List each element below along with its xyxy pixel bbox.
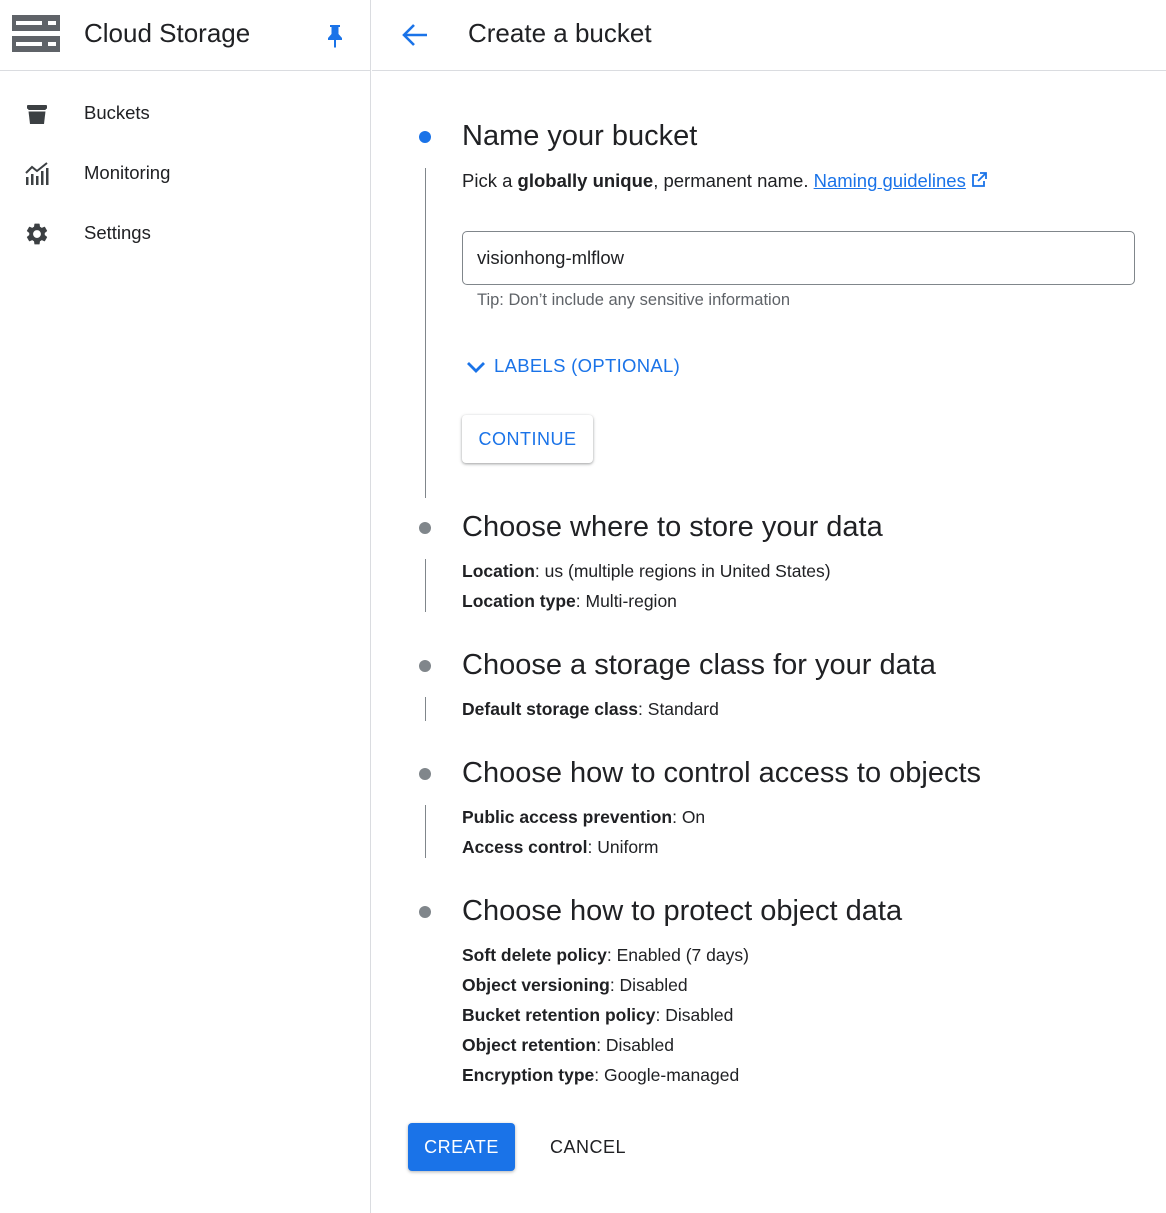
detail-default-storage-class	[462, 699, 719, 720]
detail-value: : On	[672, 807, 706, 827]
detail-value: : Disabled	[596, 1035, 675, 1055]
sidebar-item-buckets[interactable]	[0, 85, 370, 141]
detail-value: : Standard	[638, 699, 719, 719]
detail-object-retention	[462, 1035, 674, 1056]
step-title-data-protection[interactable]: Choose how to protect object data	[462, 895, 903, 927]
step-indicator	[419, 906, 431, 918]
detail-value: : Uniform	[587, 837, 659, 857]
sidebar-item-monitoring[interactable]	[0, 145, 370, 201]
open-in-new-icon[interactable]	[970, 171, 988, 189]
product-title: Cloud Storage	[84, 18, 251, 48]
detail-soft-delete-policy	[462, 945, 749, 966]
detail-value: : Google-managed	[594, 1065, 740, 1085]
sidebar	[0, 0, 371, 1213]
step-title-location[interactable]: Choose where to store your data	[462, 511, 883, 543]
sidebar-item-label: Settings	[84, 222, 151, 243]
detail-key: Public access prevention	[462, 807, 673, 827]
detail-value: : Multi-region	[575, 591, 677, 611]
monitoring-chart-icon	[24, 161, 50, 187]
step-connector	[425, 168, 426, 498]
gear-icon	[24, 221, 50, 247]
detail-key: Object versioning	[462, 975, 610, 995]
step-indicator-active	[419, 131, 431, 143]
sidebar-header	[0, 0, 370, 71]
chevron-down-icon	[465, 358, 487, 376]
step-indicator	[419, 522, 431, 534]
labels-toggle-label: LABELS (OPTIONAL)	[494, 355, 681, 376]
step-indicator	[419, 768, 431, 780]
detail-location	[462, 561, 831, 582]
detail-object-versioning	[462, 975, 688, 996]
detail-value: : Disabled	[655, 1005, 734, 1025]
continue-button[interactable]: CONTINUE	[462, 415, 593, 463]
step-connector	[425, 559, 426, 612]
pin-icon[interactable]	[325, 24, 345, 48]
step-connector	[425, 697, 426, 721]
step-connector	[425, 805, 426, 858]
storage-icon	[12, 15, 60, 52]
bucket-icon	[24, 101, 50, 127]
step-indicator	[419, 660, 431, 672]
detail-key: Bucket retention policy	[462, 1005, 656, 1025]
detail-bucket-retention-policy	[462, 1005, 733, 1026]
create-button[interactable]: CREATE	[408, 1123, 515, 1171]
arrow-back-icon[interactable]	[400, 20, 430, 50]
detail-key: Default storage class	[462, 699, 639, 719]
step-title-name-bucket: Name your bucket	[462, 120, 698, 152]
bucket-name-input[interactable]	[462, 231, 1135, 285]
detail-key: Access control	[462, 837, 588, 857]
input-tip: Tip: Don’t include any sensitive information	[477, 291, 791, 309]
detail-value: : Enabled (7 days)	[606, 945, 749, 965]
detail-key: Object retention	[462, 1035, 597, 1055]
detail-access-control	[462, 837, 658, 858]
detail-value: : Disabled	[609, 975, 688, 995]
naming-guidelines-link[interactable]: Naming guidelines	[813, 170, 966, 191]
detail-key: Location type	[462, 591, 576, 611]
name-intro-text	[462, 170, 988, 192]
sidebar-item-label: Buckets	[84, 102, 150, 123]
step-title-storage-class[interactable]: Choose a storage class for your data	[462, 649, 936, 681]
detail-key: Location	[462, 561, 535, 581]
sidebar-item-settings[interactable]	[0, 205, 370, 261]
detail-key: Soft delete policy	[462, 945, 607, 965]
cancel-button[interactable]: CANCEL	[536, 1123, 640, 1171]
intro-bold-text: globally unique	[517, 170, 654, 191]
intro-text: , permanent name.	[653, 170, 814, 191]
page-title: Create a bucket	[468, 18, 652, 48]
detail-value: : us (multiple regions in United States)	[534, 561, 831, 581]
step-title-access-control[interactable]: Choose how to control access to objects	[462, 757, 982, 789]
detail-key: Encryption type	[462, 1065, 595, 1085]
page-header	[372, 0, 1166, 71]
intro-text: Pick a	[462, 170, 518, 191]
detail-encryption-type	[462, 1065, 739, 1086]
detail-location-type	[462, 591, 677, 612]
detail-public-access-prevention	[462, 807, 705, 828]
sidebar-item-label: Monitoring	[84, 162, 171, 183]
